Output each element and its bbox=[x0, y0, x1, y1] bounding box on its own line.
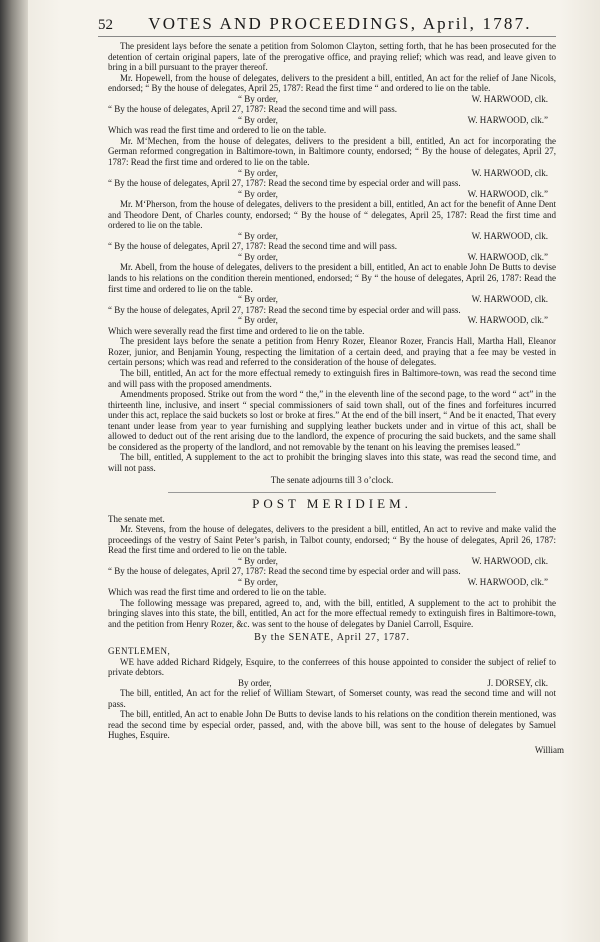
signature-line bbox=[108, 294, 556, 305]
adjournment-line: The senate adjourns till 3 o’clock. bbox=[270, 475, 394, 486]
signature-name: W. HARWOOD, clk.” bbox=[467, 114, 548, 125]
endorsement-line: “ By the house of delegates, April 27, 1787: Read the second time by especial order and will pass. bbox=[108, 304, 461, 315]
paragraph: Mr. Hopewell, from the house of delegates, delivers to the president a bill, entitled, An act for the relief of Jane Nicols, endorsed; “ By the house of delegates, April 25, 1787: Read the first time “ and ordered to lie on the table. bbox=[108, 72, 556, 94]
section-heading: POST MERIDIEM. bbox=[252, 495, 412, 511]
paragraph: Mr. Stevens, from the house of delegates, delivers to the president a bill, entitled, An act to revive and make valid the proceedings of the vestry of Saint Peter’s parish, in Talbot county, endorsed; “ By the house of delegates, April 26, 1787: Read the first time and ordered to lie on the table. bbox=[108, 524, 556, 556]
endorsement-line: “ By the house of delegates, April 27, 1787: Read the second time and will pass. bbox=[108, 104, 397, 115]
signature-line bbox=[108, 115, 556, 126]
signature-name: J. DORSEY, clk. bbox=[487, 677, 548, 688]
signature-line bbox=[108, 168, 556, 179]
signature-line bbox=[108, 678, 556, 689]
signature-by: By order, bbox=[238, 677, 272, 688]
signature-line bbox=[108, 231, 556, 242]
signature-line bbox=[108, 94, 556, 105]
signature-by: “ By order, bbox=[238, 251, 278, 262]
paragraph: Which were severally read the first time and ordered to lie on the table. bbox=[108, 325, 365, 336]
signature-name: W. HARWOOD, clk. bbox=[471, 167, 548, 178]
senate-message-heading: By the SENATE, April 27, 1787. bbox=[254, 631, 410, 643]
paragraph: The president lays before the senate a petition from Henry Rozer, Eleanor Rozer, Francis Hall, Martha Hall, Eleanor Rozer, junior, and Benjamin Young, respecting the limitation of a certain deed, and praying that a fee may be vested in certain persons; which was read and referred to the consideration of the house of delegates. bbox=[108, 336, 556, 368]
signature-name: W. HARWOOD, clk. bbox=[471, 555, 548, 566]
page-number: 52 bbox=[98, 17, 113, 33]
section-divider bbox=[168, 492, 496, 493]
signature-name: W. HARWOOD, clk.” bbox=[467, 251, 548, 262]
paragraph: The following message was prepared, agreed to, and, with the bill, entitled, A supplement to the act to prohibit the bringing slaves into this state, the bill, entitled, An act for the more effectual remedy to extinguish fires in Baltimore-town, and the petition from Henry Rozer, &c. was sent to the house of delegates by Daniel Carroll, Esquire. bbox=[108, 597, 556, 629]
signature-line bbox=[108, 577, 556, 588]
paragraph: Mr. M‘Pherson, from the house of delegates, delivers to the president a bill, entitled, An act for the benefit of Anne Dent and Theodore Dent, of Charles county, endorsed; “ By the house of “ delegates, April 25, 1787: Read the first time and ordered to lie on the table. bbox=[108, 199, 556, 231]
paragraph: Which was read the first time and ordered to lie on the table. bbox=[108, 587, 327, 598]
paragraph: Mr. Abell, from the house of delegates, delivers to the president a bill, entitled, An act to enable John De Butts to devise lands to his relations on the condition therein mentioned, endorsed; “ By “ the house of delegates, April 26, 1787: Read the first time and ordered to lie on the table. bbox=[108, 262, 556, 294]
endorsement-line: “ By the house of delegates, April 27, 1787: Read the second time and will pass. bbox=[108, 241, 397, 252]
signature-by: “ By order, bbox=[238, 576, 278, 587]
signature-by: “ By order, bbox=[238, 230, 278, 241]
signature-name: W. HARWOOD, clk.” bbox=[467, 188, 548, 199]
signature-name: W. HARWOOD, clk.” bbox=[467, 576, 548, 587]
binding-gutter bbox=[0, 0, 28, 942]
signature-by: “ By order, bbox=[238, 188, 278, 199]
page-header bbox=[98, 14, 556, 37]
endorsement-line: “ By the house of delegates, April 27, 1787: Read the second time by especial order and will pass. bbox=[108, 566, 461, 577]
paragraph: The bill, entitled, An act for the more effectual remedy to extinguish fires in Baltimore-town, was read the second time and will pass with the proposed amendments. bbox=[108, 367, 556, 389]
paragraph: Which was read the first time and ordered to lie on the table. bbox=[108, 125, 327, 136]
signature-name: W. HARWOOD, clk.” bbox=[467, 315, 548, 326]
signature-name: W. HARWOOD, clk. bbox=[471, 294, 548, 305]
signature-line bbox=[108, 556, 556, 567]
paragraph: The bill, entitled, An act to enable John De Butts to devise lands to his relations on the condition therein mentioned, was read the second time by especial order, passed, and, with the above bill, was sent to the house of delegates by Samuel Hughes, Esquire. bbox=[108, 709, 556, 741]
paragraph: Amendments proposed. Strike out from the word “ the,” in the eleventh line of the second page, to the word “ act” in the thirteenth line, inclusive, and insert “ special commissioners of said town shall, out of the fines and forfeitures incurred under this act, replace the said buckets so lost or broke at fires.” At the end of the bill insert, “ And be it enacted, That every tenant under lease from year to year furnishing and supplying leather buckets under and in virtue of this act, shall be allowed to deduct out of the rent arising due to the landlord, the expence of procuring the said buckets, and the same shall be considered as the property of the landlord, and not removable by the tenant on his leaving the premises leased.” bbox=[108, 389, 556, 452]
paragraph: The bill, entitled, An act for the relief of William Stewart, of Somerset county, was read the second time and will not pass. bbox=[108, 688, 556, 709]
paragraph: The bill, entitled, A supplement to the act to prohibit the bringing slaves into this state, was read the second time, and will not pass. bbox=[108, 452, 556, 473]
page-body bbox=[108, 41, 564, 756]
signature-by: “ By order, bbox=[238, 555, 278, 566]
signature-line bbox=[108, 189, 556, 200]
signature-by: “ By order, bbox=[238, 167, 278, 178]
signature-by: “ By order, bbox=[238, 315, 278, 326]
catchword: William bbox=[534, 745, 564, 755]
paragraph: WE have added Richard Ridgely, Esquire, to the conferrees of this house appointed to consider the subject of relief to private debtors. bbox=[108, 656, 556, 678]
signature-by: “ By order, bbox=[238, 114, 278, 125]
running-head: VOTES AND PROCEEDINGS, April, 1787. bbox=[148, 14, 532, 33]
endorsement-line: “ By the house of delegates, April 27, 1787: Read the second time by especial order and will pass. bbox=[108, 178, 461, 189]
signature-line bbox=[108, 315, 556, 326]
paragraph: Mr. M‘Mechen, from the house of delegates, delivers to the president a bill, entitled, An act for incorporating the German reformed congregation in Baltimore-town, in Baltimore county, endorsed; “ By the house of delegates, April 27, 1787: Read the first time and ordered to lie on the table. bbox=[108, 135, 556, 168]
signature-name: W. HARWOOD, clk. bbox=[471, 230, 548, 241]
signature-by: “ By order, bbox=[238, 294, 278, 305]
paragraph: The president lays before the senate a petition from Solomon Clayton, setting forth, that he has been prosecuted for the detention of certain original papers, late of the prerogative office, and praying relief; which was read, and leave given to bring in a bill pursuant to the prayer thereof. bbox=[108, 41, 556, 73]
signature-name: W. HARWOOD, clk. bbox=[471, 93, 548, 104]
signature-line bbox=[108, 252, 556, 263]
paragraph: The senate met. bbox=[108, 513, 165, 524]
signature-by: “ By order, bbox=[238, 93, 278, 104]
salutation: GENTLEMEN, bbox=[108, 646, 171, 657]
